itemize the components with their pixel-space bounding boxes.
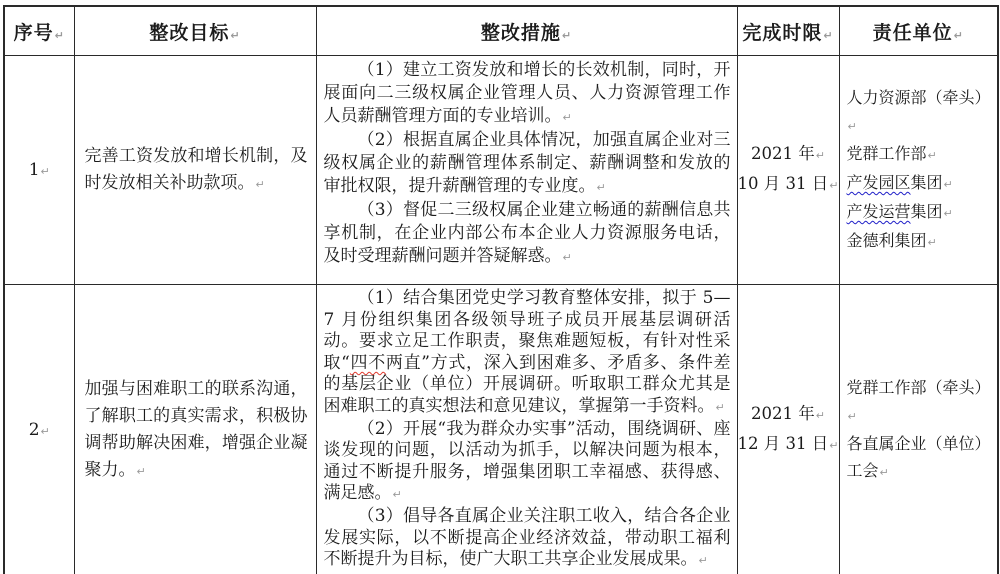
paragraph-mark-icon: ↵ [698, 554, 708, 568]
units-cell [839, 56, 998, 285]
spellcheck-red-text: 四不 [349, 352, 386, 373]
table-row [4, 285, 998, 574]
header-cell-index [4, 6, 74, 56]
measure-paragraph: （1）结合集团党史学习教育整体安排，拟于 5—7 月份组织集团各级领导班子成员开展基层调研活动。要求立足工作职责，聚焦难题短板，有针对性采取“四不两直”方式，深入到困难多、矛盾多、条件差的基层企业（单位）开展调研。听取职工群众尤其是困难职工的真实想法和意见建议，掌握第一手资料。↵ [323, 288, 731, 416]
measure-paragraph: （1）建立工资发放和增长的长效机制，同时，开展面向二三级权属企业管理人员、人力资源管理工作人员薪酬管理方面的专业培训。↵ [323, 60, 731, 126]
paragraph-mark-icon: ↵ [943, 207, 953, 220]
measure-paragraph: （3）督促二三级权属企业建立畅通的薪酬信息共享机制，在企业内部公布本企业人力资源服务电话，及时受理薪酬问题并答疑解惑。↵ [323, 200, 731, 266]
measure-paragraph: （3）倡导各直属企业关注职工收入，结合各企业发展实际，以不断提高企业经济效益，带动职工福利不断提升为目标，使广大职工共享企业发展成果。↵ [323, 505, 731, 570]
paragraph-mark-icon: ↵ [815, 409, 825, 422]
spellcheck-blue-text: 产发园区 [846, 173, 911, 192]
header-cell-units [839, 6, 998, 56]
index-cell [4, 285, 74, 574]
unit-line: 党群工作部（牵头）↵ [846, 378, 991, 423]
header-label: 完成时限 [742, 21, 823, 44]
paragraph-mark-icon: ↵ [40, 425, 50, 438]
goal-paragraph: 加强与困难职工的联系沟通，了解职工的真实需求，积极协调帮助解决困难，增强企业凝聚力。 [84, 378, 308, 480]
paragraph-mark-icon: ↵ [596, 181, 606, 194]
measure-paragraph: （2）根据直属企业具体情况，加强直属企业对三级权属企业的薪酬管理体系制定、薪酬调整和发放的审批权限，提升薪酬管理的专业度。↵ [323, 130, 731, 196]
paragraph-mark-icon: ↵ [829, 179, 839, 192]
paragraph-mark-icon: ↵ [562, 251, 572, 264]
paragraph-mark-icon: ↵ [847, 410, 857, 423]
paragraph-mark-icon: ↵ [392, 488, 402, 502]
measures-cell [316, 285, 737, 574]
paragraph-mark-icon: ↵ [136, 464, 146, 478]
header-cell-deadline [737, 6, 839, 56]
index-cell [4, 56, 74, 285]
paragraph-mark-icon: ↵ [847, 120, 857, 133]
deadline-line: 12 月 31 日↵ [737, 434, 839, 453]
row-index: 2 [28, 420, 40, 440]
table-row [4, 56, 998, 285]
unit-line: 产发园区集团↵ [846, 173, 953, 192]
deadline-cell [737, 285, 839, 574]
goal-text [85, 143, 308, 198]
unit-line: 各直属企业（单位）工会↵ [846, 434, 991, 480]
deadline-cell [737, 56, 839, 285]
paragraph-mark-icon: ↵ [255, 177, 265, 191]
paragraph-mark-icon: ↵ [230, 28, 241, 42]
paragraph-mark-icon: ↵ [943, 178, 953, 191]
header-row [4, 6, 998, 56]
unit-line: 金德利集团↵ [846, 231, 937, 250]
goal-text [85, 376, 308, 485]
goal-paragraph: 完善工资发放和增长机制，及时发放相关补助款项。 [84, 145, 308, 193]
measures-cell [316, 56, 737, 285]
paragraph-mark-icon: ↵ [715, 400, 725, 414]
paragraph-mark-icon: ↵ [829, 439, 839, 452]
paragraph-mark-icon: ↵ [823, 28, 834, 42]
paragraph-mark-icon: ↵ [54, 28, 65, 42]
measure-paragraph: （2）开展“我为群众办实事”活动，围绕调研、座谈发现的问题，以活动为抓手，以解决问题为根本，通过不断提升服务，增强集团职工幸福感、获得感、满足感。↵ [323, 418, 731, 504]
paragraph-mark-icon: ↵ [562, 111, 572, 124]
header-cell-measures [316, 6, 737, 56]
header-label: 序号 [13, 21, 54, 44]
header-label: 整改措施 [480, 21, 561, 44]
goal-cell [74, 56, 316, 285]
deadline-line: 2021 年↵ [751, 144, 825, 163]
paragraph-mark-icon: ↵ [953, 28, 964, 42]
unit-line: 党群工作部↵ [846, 144, 937, 163]
paragraph-mark-icon: ↵ [561, 28, 573, 42]
header-label: 整改目标 [149, 21, 230, 44]
units-cell [839, 285, 998, 574]
deadline-line: 10 月 31 日↵ [737, 174, 839, 193]
unit-line: 人力资源部（牵头）↵ [846, 88, 991, 133]
paragraph-mark-icon: ↵ [927, 236, 937, 249]
spellcheck-blue-text: 产发运营 [846, 202, 911, 221]
rectification-table [3, 5, 999, 574]
goal-cell [74, 285, 316, 574]
deadline-line: 2021 年↵ [751, 404, 825, 423]
paragraph-mark-icon: ↵ [815, 149, 825, 162]
row-index: 1 [28, 160, 40, 180]
unit-line: 产发运营集团↵ [846, 202, 953, 221]
paragraph-mark-icon: ↵ [879, 466, 889, 479]
paragraph-mark-icon: ↵ [927, 149, 937, 162]
header-cell-goal [74, 6, 316, 56]
header-label: 责任单位 [872, 21, 953, 44]
paragraph-mark-icon: ↵ [40, 165, 50, 178]
